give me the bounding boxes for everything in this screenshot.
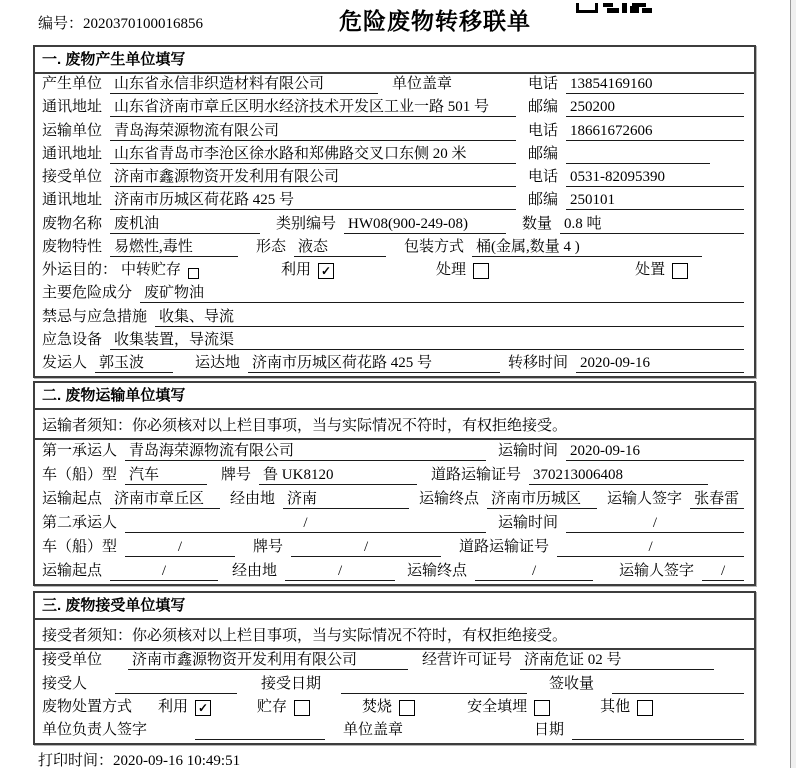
physical-form-label: 形态: [256, 238, 287, 255]
transporter-zip-value-blank: [566, 145, 710, 164]
receiver-phone-value: 0531-82095390: [566, 168, 744, 187]
carrier2-terminal-value: /: [475, 562, 593, 581]
print-time-value: 2020-09-16 10:49:51: [113, 753, 241, 768]
disposal-other-label: 其他: [600, 698, 631, 715]
packing-label: 包装方式: [404, 238, 465, 255]
via-label: 经由地: [230, 491, 276, 507]
origin-label: 运输起点: [42, 491, 103, 507]
transport-time-label: 运输时间: [497, 515, 558, 531]
row-carrier2-vehicle: [35, 536, 754, 560]
unit-seal-label: 单位盖章: [392, 76, 453, 93]
carrier1-plate-value: 鲁 UK8120: [259, 466, 417, 485]
receiving-person-value-blank: [115, 675, 237, 694]
plate-number-label: 牌号: [221, 467, 252, 483]
disposal-burn-label: 焚烧: [362, 698, 393, 715]
taboo-measures-value: 收集、导流: [155, 308, 744, 327]
row-producer-unit: [35, 74, 754, 97]
carrier2-plate-value: /: [291, 538, 441, 557]
phone-label: 电话: [528, 76, 559, 93]
receive-date-value-blank: [341, 675, 527, 694]
carrier1-label: 第一承运人: [42, 443, 118, 459]
physical-form-value: 液态: [294, 238, 386, 257]
category-code-label: 类别编号: [276, 215, 337, 232]
zip-label: 邮编: [528, 99, 559, 116]
transporter-unit-value: 青岛海荣源物流有限公司: [110, 122, 516, 141]
carrier2-label: 第二承运人: [42, 515, 118, 531]
receiver-notice: 接受者须知：你必须核对以上栏目事项，当与实际情况不符时，有权拒绝接受。: [35, 620, 754, 650]
row-carrier1: [35, 440, 754, 464]
address-label: 通讯地址: [42, 145, 103, 162]
print-time-label: 打印时间：: [38, 753, 114, 768]
page-right-edge: [790, 0, 796, 768]
checkbox-dispose-unchecked: [672, 263, 688, 279]
transporter-phone-value: 18661672606: [566, 122, 744, 141]
vehicle-type-label: 车（船）型: [42, 539, 118, 555]
purpose-label: 外运目的：: [42, 262, 118, 279]
origin-label: 运输起点: [42, 563, 103, 579]
checkbox-treat-unchecked: [473, 263, 489, 279]
transporter-address-value: 山东省青岛市李沧区徐水路和郑佛路交叉口东侧 20 米: [110, 145, 516, 164]
carrier2-sign-value: /: [702, 562, 744, 581]
receiver-address-value: 济南市历城区荷花路 425 号: [110, 191, 516, 210]
row-waste-name: [35, 213, 754, 236]
shipper-label: 发运人: [42, 355, 88, 372]
road-license-label: 道路运输证号: [431, 467, 522, 483]
purpose-transfer-label: 中转贮存: [121, 262, 182, 279]
receiving-unit-label: 接受单位: [42, 652, 103, 669]
destination-value: 济南市历城区荷花路 425 号: [248, 354, 500, 373]
row-producer-address: [35, 97, 754, 120]
category-code-value: HW08(900-249-08): [344, 215, 506, 234]
taboo-measures-label: 禁忌与应急措施: [42, 308, 148, 325]
transfer-time-value: 2020-09-16: [576, 354, 744, 373]
checkbox-use-checked: ✓: [318, 263, 334, 279]
leader-signature-value-blank: [195, 721, 325, 740]
disposal-store-label: 贮存: [257, 698, 288, 715]
receiver-unit-value: 济南市鑫源物资开发利用有限公司: [110, 168, 516, 187]
carrier1-license-value: 370213006408: [529, 466, 708, 485]
address-label: 通讯地址: [42, 192, 103, 209]
terminal-label: 运输终点: [407, 563, 468, 579]
checkbox-disposal-burn-unchecked: [399, 700, 415, 716]
road-license-label: 道路运输证号: [459, 539, 550, 555]
row-carrier1-route: [35, 488, 754, 512]
purpose-dispose-label: 处置: [635, 262, 666, 279]
qr-code-fragment-icon: [576, 0, 652, 18]
carrier-sign-label: 运输人签字: [607, 491, 683, 507]
date-value-blank: [572, 721, 744, 740]
disposal-method-label: 废物处置方式: [42, 698, 133, 715]
row-transporter-unit: [35, 120, 754, 143]
transporter-notice: 运输者须知：你必须核对以上栏目事项，当与实际情况不符时，有权拒绝接受。: [35, 410, 754, 440]
row-carrier2-route: [35, 560, 754, 584]
waste-name-value: 废机油: [110, 215, 260, 234]
checkbox-disposal-landfill-unchecked: [534, 700, 550, 716]
packing-value: 桶(金属,数量 4 ): [472, 238, 702, 257]
phone-label: 电话: [528, 122, 559, 139]
row-main-hazard: [35, 283, 754, 306]
phone-label: 电话: [528, 169, 559, 186]
main-hazard-value: 废矿物油: [140, 284, 744, 303]
signed-amount-value-blank: [612, 675, 744, 694]
waste-name-label: 废物名称: [42, 215, 103, 232]
plate-number-label: 牌号: [253, 539, 284, 555]
permit-number-label: 经营许可证号: [422, 652, 513, 669]
row-outbound-purpose: [35, 260, 754, 283]
transfer-time-label: 转移时间: [507, 355, 568, 372]
carrier1-terminal-value: 济南市历城区: [487, 490, 597, 509]
date-label: 日期: [533, 722, 564, 738]
producer-phone-value: 13854169160: [566, 75, 744, 94]
row-taboo-measures: [35, 306, 754, 329]
emergency-equipment-label: 应急设备: [42, 331, 103, 348]
carrier1-value: 青岛海荣源物流有限公司: [125, 442, 486, 461]
address-label: 通讯地址: [42, 99, 103, 116]
carrier2-time-value: /: [566, 514, 744, 533]
row-waste-trait: [35, 237, 754, 260]
purpose-use-label: 利用: [281, 262, 312, 279]
section-receiver: [33, 591, 756, 745]
carrier-sign-label: 运输人签字: [619, 563, 695, 579]
row-disposal-method: [35, 697, 754, 720]
receiving-unit-value: 济南市鑫源物资开发利用有限公司: [128, 651, 408, 670]
via-label: 经由地: [232, 563, 278, 579]
shipper-value: 郭玉波: [95, 354, 173, 373]
transport-time-label: 运输时间: [497, 443, 558, 459]
waste-trait-value: 易燃性,毒性: [110, 238, 238, 257]
receiver-unit-label: 接受单位: [42, 169, 103, 186]
row-transporter-address: [35, 144, 754, 167]
carrier1-origin-value: 济南市章丘区: [110, 490, 220, 509]
section-producer: [33, 45, 756, 378]
producer-unit-label: 产生单位: [42, 76, 103, 93]
carrier1-time-value: 2020-09-16: [566, 442, 744, 461]
receiver-zip-value: 250101: [566, 191, 744, 210]
section-transporter-heading: 二. 废物运输单位填写: [35, 383, 754, 410]
receive-date-label: 接受日期: [261, 675, 322, 692]
zip-label: 邮编: [528, 145, 559, 162]
row-receiving-person: [35, 673, 754, 696]
disposal-landfill-label: 安全填埋: [467, 698, 528, 715]
serial-value: 2020370100016856: [83, 16, 204, 32]
vehicle-type-label: 车（船）型: [42, 467, 118, 483]
quantity-value: 0.8 吨: [560, 215, 744, 234]
carrier2-via-value: /: [285, 562, 395, 581]
row-receiving-unit: [35, 650, 754, 673]
waste-trait-label: 废物特性: [42, 238, 103, 255]
carrier1-sign-value: 张春雷: [690, 490, 744, 509]
disposal-use-label: 利用: [158, 698, 189, 715]
purpose-treat-label: 处理: [436, 262, 467, 279]
carrier1-via-value: 济南: [283, 490, 409, 509]
carrier2-license-value: /: [557, 538, 744, 557]
carrier2-vehicle-value: /: [125, 538, 235, 557]
row-receiver-address: [35, 190, 754, 213]
producer-address-value: 山东省济南市章丘区明水经济技术开发区工业一路 501 号: [110, 98, 516, 117]
producer-zip-value: 250200: [566, 98, 744, 117]
row-emergency-equipment: [35, 330, 754, 353]
main-hazard-label: 主要危险成分: [42, 285, 133, 302]
row-leader-signature: [35, 720, 754, 743]
emergency-equipment-value: 收集装置，导流渠: [110, 331, 744, 350]
leader-signature-label: 单位负责人签字: [42, 722, 148, 738]
section-receiver-heading: 三. 废物接受单位填写: [35, 593, 754, 620]
row-carrier1-vehicle: [35, 464, 754, 488]
carrier2-value: /: [125, 514, 486, 533]
transporter-unit-label: 运输单位: [42, 122, 103, 139]
signed-amount-label: 签收量: [549, 675, 595, 692]
serial-label: 编号：: [38, 16, 84, 32]
form-title: 危险废物转移联单: [339, 8, 531, 34]
carrier1-vehicle-value: 汽车: [125, 466, 207, 485]
destination-label: 运达地: [195, 355, 241, 372]
checkbox-disposal-store-unchecked: [294, 700, 310, 716]
producer-unit-value: 山东省永信非织造材料有限公司: [110, 75, 378, 94]
terminal-label: 运输终点: [419, 491, 480, 507]
checkbox-disposal-other-unchecked: [637, 700, 653, 716]
checkbox-disposal-use-checked: ✓: [195, 700, 211, 716]
receiving-person-label: 接受人: [42, 675, 88, 692]
row-carrier2: [35, 512, 754, 536]
serial-number: [38, 12, 203, 33]
zip-label: 邮编: [528, 192, 559, 209]
section-transporter: [33, 381, 756, 586]
section-producer-heading: 一. 废物产生单位填写: [35, 47, 754, 74]
print-time: [38, 749, 240, 768]
unit-seal-label: 单位盖章: [343, 722, 404, 738]
checkbox-transfer-storage-unchecked: [188, 268, 199, 279]
permit-number-value: 济南危证 02 号: [520, 651, 714, 670]
carrier2-origin-value: /: [110, 562, 218, 581]
row-shipper: [35, 353, 754, 376]
row-receiver-unit: [35, 167, 754, 190]
quantity-label: 数量: [522, 215, 553, 232]
